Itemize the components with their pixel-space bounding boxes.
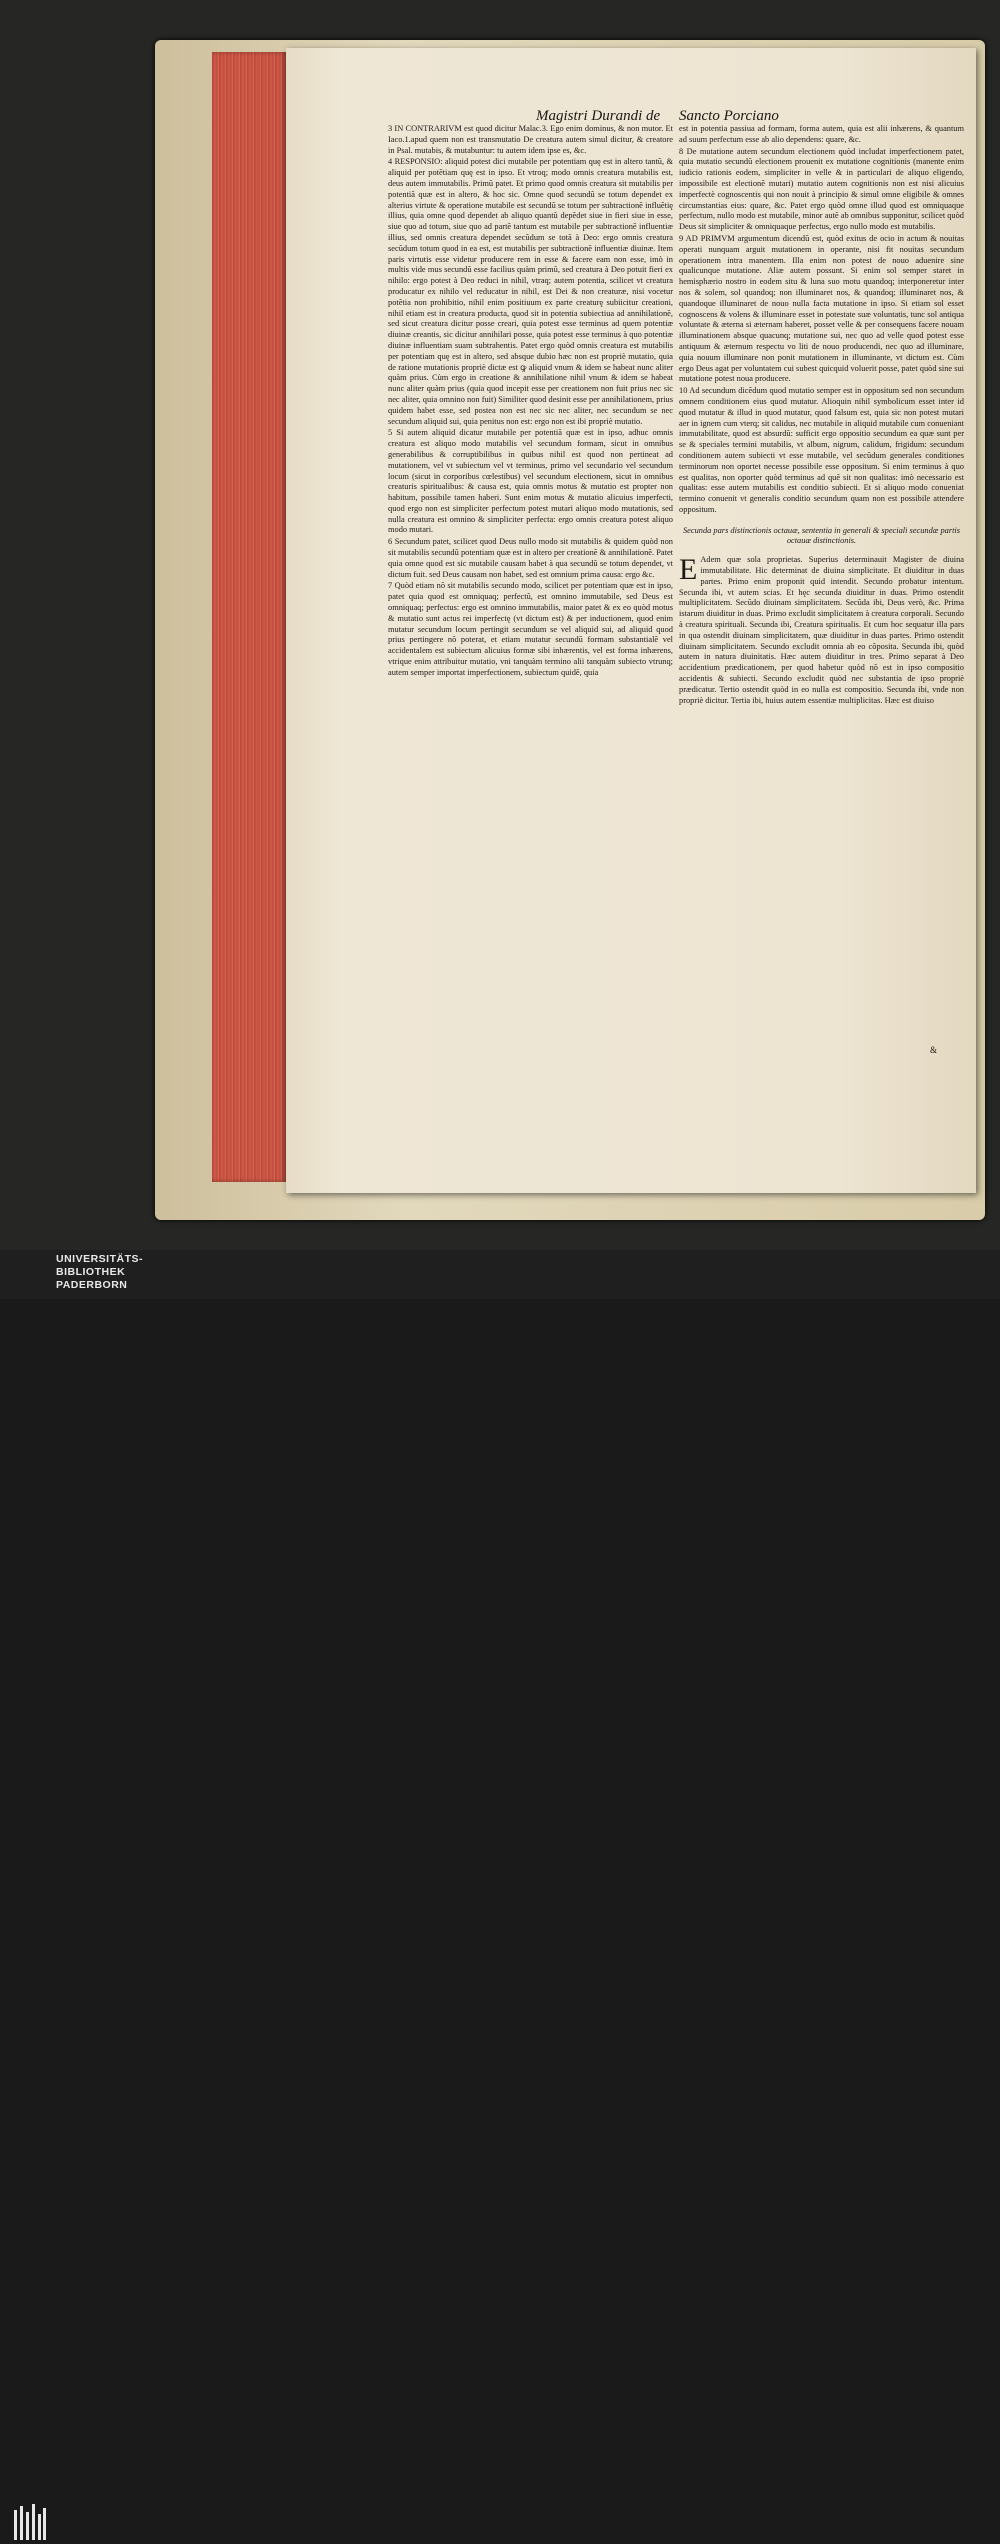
- paragraph: 8 De mutatione autem secundum electionem quòd includat imperfectionem patet, quia mutatio secundũ electionem prouenit ex mutatione cognitionis (manente enim iudicio rationis eodem, simpliciter in velle & in particulari de aliquo eligendo, impossibile est electionẽ mutari) mutatio autem cognitionis non est nisi alicuius imperfectè cognoscentis qui non nouit à principio & simul omne eligibile & omnes circumstantias eius: quare, &c. Patet ergo quòd omne illud quod est omniquaque perfectum, nullo modo est mutabile, minor autẽ ab omnibus supponitur, scilicet quòd Deus sit simpliciter & omniquaque perfectus, ergo nullo modo est mutabilis.: [679, 146, 964, 232]
- paragraph: 3 IN CONTRARIVM est quod dicitur Malac.3. Ego enim dominus, & non mutor. Et Iaco.1.apud quem non est transmutatio De creatura autem simul dicitur, & creatore in Psal. mutabis, & mutabuntur: tu autem idem ipse es, &c.: [388, 124, 673, 155]
- text-column-right: [679, 124, 964, 707]
- book-scan: [0, 0, 1000, 1250]
- text-column-left: [388, 124, 673, 680]
- footer-line-3: PADERBORN: [56, 1279, 128, 1291]
- paragraph: 5 Si autem aliquid dicatur mutabile per potentiã quæ est in ipso, adhuc omnis creatura est aliquo modo mutabilis vel secundum formam, sicut in omnibus generabilibus & corruptibilibus in quibus nihil est quod non pertineat ad mutationem, vel vt subiectum vel vt terminus, primo vel secundario vel secundum locum (sicut in corporibus cœlestibus) vel secundum electionem, sicut in omnibus creaturis spiritualibus: & causa est, quia omnis motus & mutatio est propter non habitum, possibile tamen haberi. Sunt enim motus & mutatio alicuius imperfecti, quod ergo non est simpliciter perfectum potest mutari aliquo modo mutationis, sed nulla creatura est omnino & simpliciter perfecta: ergo omnis creatura potest aliquo modo mutari.: [388, 428, 673, 535]
- section-heading: Secunda pars distinctionis octauæ, sententia in generali & speciali secundæ partis octauæ distinctionis.: [682, 525, 961, 546]
- catchword: &: [930, 1045, 938, 1055]
- section-body: Adem quæ sola proprietas. Superius determinauit Magister de diuina immutabilitate. Hic determinat de diuina simplicitate. Et diuiditur in duas partes. Primo enim proponit quid intendit. Secundo probatur intentum. Secunda ibi, vt autem scias. Et hęc secunda diuiditur in duas. Primo ostendit multiplicitatem. Secũdo diuinam simplicitatem. Secũda ibi, Deus verò, &c. Prima istarum diuiditur in duas. Primo excludit simplicitatem à creatura corporali. Secundo à creatura spirituali. Secunda ibi, Creatura spiritualis. Et cum hoc sequatur illa pars in qua ostendit diuinam simplicitatem, quæ diuiditur in duas partes. Primo ostendit diuinam simplicitatem. Secundo excludit omnia ab eo cõposita. Secunda ibi, quòd autem in natura diuinitatis. Hæc autem diuiditur in tres. Primo separat à Deo accidentium prædicationem, per quod habetur quòd nõ est in ipso compositio accidentis & subiecti. Secundo excludit quòd nec substantia de ipso propriè prædicatur. Tertio ostendit quòd in eo nulla est compositio. Secunda ibi, vnde non propriè dicitur. Tertia ibi, huius autem essentiæ multiplicitas. Hæc est diuiso: [679, 555, 964, 705]
- paragraph: 6 Secundum patet, scilicet quod Deus nullo modo sit mutabilis & quidem quòd non sit mutabilis secundũ potentiam quæ est in altero per creationẽ & annihilationẽ. Patet quia omne quod est sic mutabile causam habet à qua secundũ se totum dependet, vt dictum fuit. sed Deus causam non habet, sed est omnium prima causa: ergo &c.: [388, 537, 673, 579]
- running-head-right: Sancto Porciano: [679, 108, 779, 124]
- paragraph: 4 RESPONSIO: aliquid potest dici mutabile per potentiam quę est in altero tantũ, & aliquid per potẽtiam quę est in ipso. Et vtroq; modo omnis creatura mutabilis est, deus autem immutabilis. Primũ patet. Et primo quod omnis creatura sit mutabilis per potentiã quæ est in altero, & hoc sic. Omne quod secundũ se totum dependet ex alterius virtute & operatione mutabile est secundũ se totum per subtractionẽ influẽtię illius, quia omne quod dependet ab aliquo quantũ depẽdet siue in fieri siue in esse, siue quo ad totum, siue quo ad partẽ tantum est mutabile per subtractionẽ influentiæ illius, sed omnis creatura dependet secũdum se totã à Deo: ergo omnis creatura secũdum totum quod in ea est, est mutabilis per subtractionẽ influentiæ diuinæ. Item paris virtutis esse videtur producere rem in esse & facere eam non esse, imò in multis vide mus secundũ esse facilius quàm primũ, sed creatura à Deo potuit fieri ex nihilo: ergo potest à Deo reduci in nihil, vtraq; autem potentia, scilicet vt creatura producatur ex nihilo vel reducatur in nihil, est Dei & non creaturæ, nisi vocetur potẽtia non prohibitio, nihil enim positiuum ex parte creaturę subiicitur creationi, nihil etiam est in creatura producta, quod sit in potentia subiectiua ad annihilationẽ, sed sicut creatura dicitur posse creari, quia potest esse terminus ad quem potentiæ diuinæ creantis, sic dicitur annihilari posse, quia potest esse terminus à quo potentiæ diuinæ influentiam suam subtrahentis. Patet ergo quòd omnis creatura est mutabilis per potentiam quę est in altero, sed absque dubio hæc non est propriè mutatio, quia de ratione mutationis propriè dictæ est ꝙ aliquid vnum & idem se habeat nunc aliter quàm prius. Cùm ergo in creatione & annihilatione nihil vnum & idem se habeat nunc aliter quàm prius (quia quod incepit esse per creationem non fuit prius nec sic nec aliter, quia omnino non fuit) Similiter quod desinit esse per annihilationem, prius quidem habet esse, sed postea non est nec sic nec aliter, nec secundum se nec secundum aliquid sui, quia penitus non est: ergo non est ibi propriè mutatio.: [388, 157, 673, 426]
- paragraph: 10 Ad secundum dicẽdum quod mutatio semper est in oppositum sed non secundum omnem conditionem eius quod mutatur. Alioquin nihil symbolicum esset inter id quod mutatur & illud in quod mutatur, quod falsum est, quia sic non potest mutari aer in ignem cum vterq; sit calidus, nec mutabile in aliquid mutabile cum conueniant immutabilitate, quod est absurdũ: sufficit ergo oppositio secundum ea quæ sunt per se & speciales termini mutabilis, vt album, nigrum, calidum, frigidum: secundum conditionem autem subiecti vt esse mutabile, vel secũdum generales conditiones terminorum non oportet necesse possibile esse oppositum. Si enim terminus à quo est qualitas, non oporter quòd terminus ad quẽ sit non qualitas: imò necessario est qualitas: esse autem mutabilis est conditio subiecti. Et si aliquo modo conueniat termino conuenit vt generalis conditio secundum quam non est possibile attendere oppositum.: [679, 386, 964, 514]
- drop-capital: E: [679, 553, 698, 587]
- running-head-left: Magistri Durandi de: [536, 108, 661, 124]
- paragraph: est in potentia passiua ad formam, forma autem, quia est alii inhærens, & quantum ad suum perfectum esse ab alio dependens: quare, &c.: [679, 124, 964, 144]
- section-text: [679, 555, 964, 706]
- footer-line-1: UNIVERSITÄTS-: [56, 1253, 144, 1265]
- paragraph: 7 Quòd etiam nõ sit mutabilis secundo modo, scilicet per potentiam quæ est in ipso, patet quia quod est omniquaq; perfectũ, est omnino immutabile, sed Deus est omniquaq; perfectus: ergo est omnino immutabilis, maior patet & ex eo quòd motus & mutatio sunt actus rei imperfectę (vt dictum est) & per inductionem, quod enim mutatur secundum locum pertingit secundum se vel aliquid sui, ad aliquid quod prius pertingere nõ poterat, et etiam mutatur secundũ formam substantialẽ vel accidentalem est subiectum alicuius formæ sibi inhærentis, vel est forma inhærens, vtrique enim attribuitur mutatio, vni tanquàm termino alii tanquàm subiecto vtrunq; autem semper importat imperfectionem, subiectum quidẽ, quia: [388, 581, 673, 677]
- footer-line-2: BIBLIOTHEK: [56, 1266, 126, 1278]
- paragraph: 9 AD PRIMVM argumentum dicendũ est, quòd exitus de ocio in actum & nouitas operati nunquam arguit mutationem in operante, nisi fit nouitas secundum operationem intra manentem. Illa enim non potest de nouo aduenire sine qualicunque mutatione. Aliæ autem possunt. Si enim sol semper staret in hemisphærio nostro in eodem situ & luna suo motu quandoq; interponeretur inter nos & solem, sol quandoq; non illuminaret nos, & quandoq; illuminaret nos, & quandoque illuminaret de nouo nulla facta mutatione in ipso. Si etiam sol esset cognoscens & volens & illuminare esset in potestate suæ voluntatis, tunc sol antiqua voluntate & æterna si æternam haberet, posset velle & per consequens facere nouam illuminationem absque quacunq; mutatione sui, nec quo ad velle quod potest esse antiquum & æternum respectu vo liti de nouo producendi, nec quo ad illuminare, quia nouum illuminare non ponit mutationem in illuminante, vt dictum est. Cùm ergo Deus agat per voluntatem cui subest quicquid voluerit posse, patet quòd sine sui mutatione potest noua producere.: [679, 233, 965, 384]
- library-footer: [0, 1250, 1000, 1299]
- library-logo-icon: [12, 2502, 48, 2544]
- red-page-edges: [212, 52, 287, 1182]
